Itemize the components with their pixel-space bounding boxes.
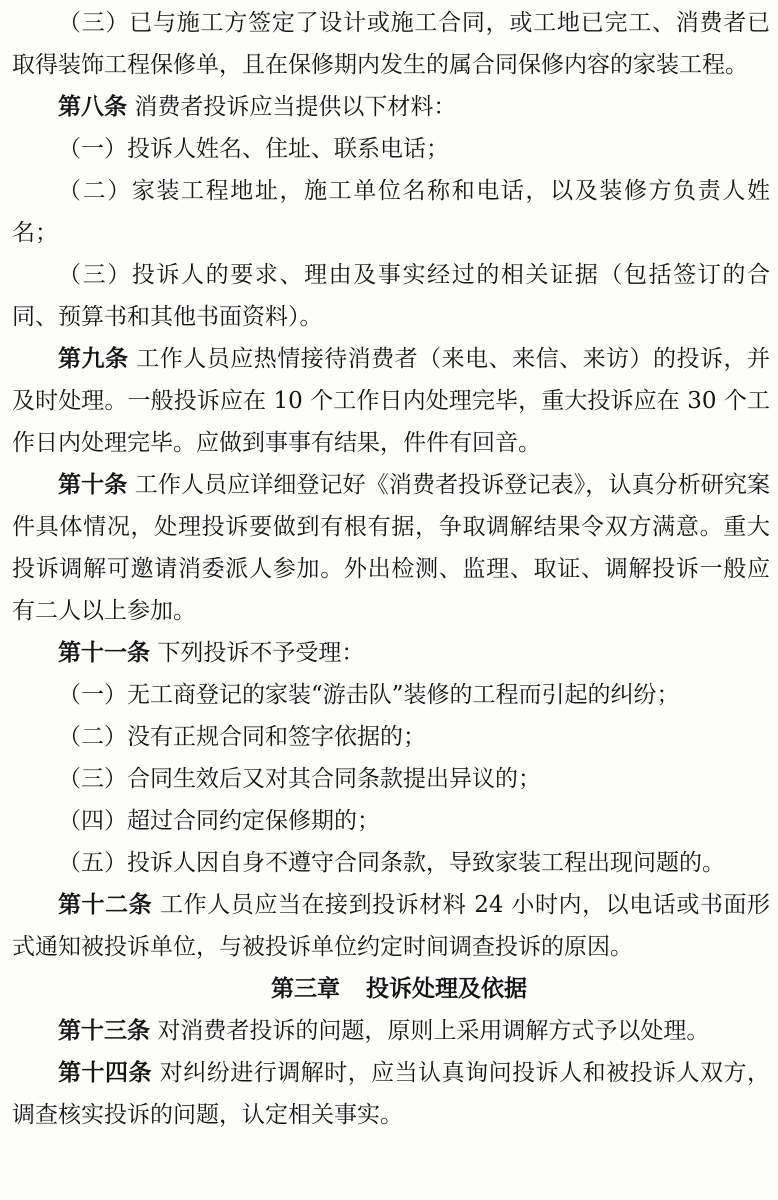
clause-text: （五）投诉人因自身不遵守合同条款，导致家装工程出现问题的。 [58,850,725,876]
article-8 [12,86,770,128]
article-13 [12,1010,770,1052]
clause-text: （一）投诉人姓名、住址、联系电话； [58,136,449,162]
clause-item [12,128,770,170]
chapter-title: 投诉处理及依据 [366,975,527,1002]
article-label: 第十三条 [58,1017,150,1044]
clause-item [12,2,770,86]
clause-text: （一）无工商登记的家装“游击队”装修的工程而引起的纠纷； [58,682,680,708]
article-label: 第十四条 [58,1059,152,1086]
article-text: 下列投诉不予受理： [157,640,365,666]
article-label: 第九条 [58,345,129,372]
article-text: 对纠纷进行调解时，应当认真询问投诉人和被投诉人双方，调查核实投诉的问题，认定相关事实。 [12,1060,771,1128]
article-12 [12,884,770,968]
article-11 [12,632,770,674]
article-text: 消费者投诉应当提供以下材料： [134,94,457,120]
chapter-heading [12,968,770,1010]
clause-item [12,254,770,338]
article-14 [12,1052,770,1136]
clause-item [12,170,770,254]
article-label: 第十一条 [58,639,150,666]
article-label: 第十条 [58,471,128,498]
clause-item [12,800,770,842]
clause-text: （三）合同生效后又对其合同条款提出异议的； [58,766,541,792]
article-text: 对消费者投诉的问题，原则上采用调解方式予以处理。 [157,1018,710,1044]
article-text: 工作人员应热情接待消费者（来电、来信、来访）的投诉，并及时处理。一般投诉应在 10 个工作日内处理完毕，重大投诉应在 30 个工作日内处理完毕。应做到事事有结果，件件有回音。 [12,346,771,456]
clause-text: （三）投诉人的要求、理由及事实经过的相关证据（包括签订的合同、预算书和其他书面资料）。 [12,262,770,330]
chapter-number: 第三章 [271,975,340,1002]
article-text: 工作人员应当在接到投诉材料 24 小时内，以电话或书面形式通知被投诉单位，与被投诉单位约定时间调查投诉的原因。 [12,892,771,960]
article-10 [12,464,770,632]
article-label: 第八条 [58,93,127,120]
clause-text: （三）已与施工方签定了设计或施工合同，或工地已完工、消费者已取得装饰工程保修单，且在保修期内发生的属合同保修内容的家装工程。 [12,10,770,78]
clause-text: （二）没有正规合同和签字依据的； [58,724,426,750]
article-text: 工作人员应详细登记好《消费者投诉登记表》，认真分析研究案件具体情况，处理投诉要做到有根有据，争取调解结果令双方满意。重大投诉调解可邀请消委派人参加。外出检测、监理、取证、调解投诉一般应有二人以上参加。 [12,472,771,624]
clause-text: （二）家装工程地址，施工单位名称和电话，以及装修方负责人姓名； [12,178,770,246]
clause-item [12,716,770,758]
clause-item [12,758,770,800]
article-label: 第十二条 [58,891,153,918]
clause-item [12,842,770,884]
clause-text: （四）超过合同约定保修期的； [58,808,380,834]
clause-item [12,674,770,716]
article-9 [12,338,770,464]
